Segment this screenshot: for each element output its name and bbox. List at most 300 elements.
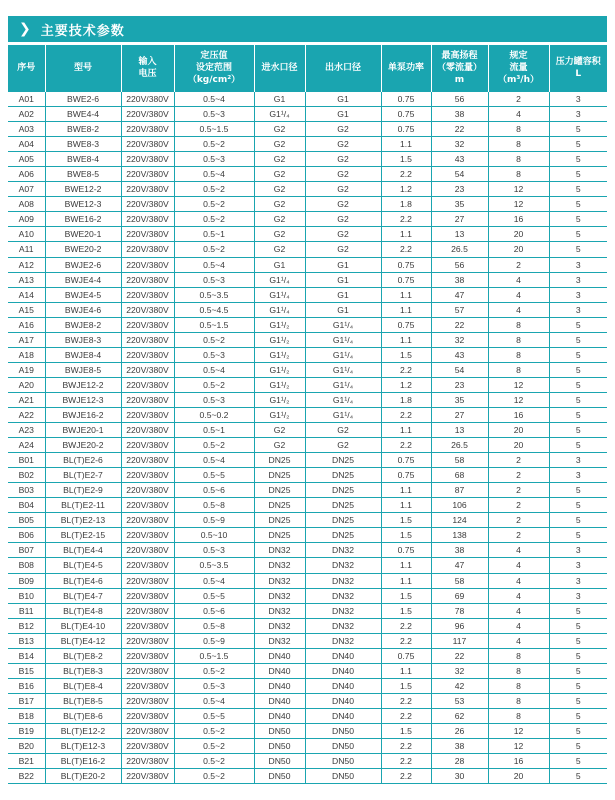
cell-tank-volume: 5: [549, 648, 607, 663]
table-row: [8, 407, 607, 422]
cell-outlet: DN40: [305, 663, 381, 678]
cell-flow: 8: [488, 167, 549, 182]
cell-flow: 8: [488, 347, 549, 362]
cell-outlet: G2: [305, 227, 381, 242]
cell-index: A13: [8, 272, 45, 287]
cell-outlet: DN25: [305, 483, 381, 498]
cell-index: B16: [8, 678, 45, 693]
cell-flow: 8: [488, 152, 549, 167]
cell-power: 1.5: [381, 347, 431, 362]
cell-model: BWJE20-2: [45, 438, 121, 453]
cell-tank-volume: 5: [549, 754, 607, 769]
cell-power: 1.2: [381, 377, 431, 392]
cell-pressure-range: 0.5~3: [174, 152, 254, 167]
cell-tank-volume: 3: [549, 558, 607, 573]
cell-tank-volume: 5: [549, 407, 607, 422]
table-row: [8, 648, 607, 663]
cell-pressure-range: 0.5~8: [174, 618, 254, 633]
cell-outlet: DN40: [305, 678, 381, 693]
cell-power: 1.1: [381, 483, 431, 498]
header-col-outlet: [305, 45, 381, 92]
cell-max-head: 22: [431, 122, 488, 137]
cell-flow: 2: [488, 483, 549, 498]
cell-max-head: 58: [431, 573, 488, 588]
cell-power: 2.2: [381, 407, 431, 422]
table-row: [8, 392, 607, 407]
cell-index: B10: [8, 588, 45, 603]
cell-tank-volume: 3: [549, 543, 607, 558]
table-row: [8, 663, 607, 678]
table-header: [8, 45, 607, 92]
cell-power: 1.5: [381, 513, 431, 528]
cell-flow: 8: [488, 362, 549, 377]
cell-inlet: G2: [254, 438, 305, 453]
table-row: [8, 332, 607, 347]
cell-model: BL(T)E4-5: [45, 558, 121, 573]
cell-inlet: G1: [254, 92, 305, 107]
table-row: [8, 362, 607, 377]
cell-outlet: G2: [305, 152, 381, 167]
cell-max-head: 56: [431, 92, 488, 107]
cell-model: BL(T)E8-6: [45, 708, 121, 723]
cell-voltage: 220V/380V: [121, 167, 174, 182]
header-line: （零流量）: [436, 63, 482, 73]
cell-model: BWJE20-1: [45, 423, 121, 438]
cell-model: BWJE8-2: [45, 317, 121, 332]
table-row: [8, 167, 607, 182]
cell-voltage: 220V/380V: [121, 483, 174, 498]
cell-max-head: 138: [431, 528, 488, 543]
cell-inlet: DN50: [254, 754, 305, 769]
cell-outlet: G2: [305, 242, 381, 257]
cell-max-head: 32: [431, 137, 488, 152]
cell-index: B11: [8, 603, 45, 618]
cell-max-head: 35: [431, 197, 488, 212]
table-row: [8, 438, 607, 453]
cell-flow: 20: [488, 227, 549, 242]
cell-max-head: 32: [431, 332, 488, 347]
cell-voltage: 220V/380V: [121, 543, 174, 558]
table-row: [8, 633, 607, 648]
cell-outlet: DN32: [305, 618, 381, 633]
cell-tank-volume: 5: [549, 663, 607, 678]
header-line: 设定范围: [195, 63, 232, 73]
table-row: [8, 257, 607, 272]
table-row: [8, 588, 607, 603]
cell-max-head: 124: [431, 513, 488, 528]
cell-inlet: G1¹/₂: [254, 332, 305, 347]
cell-max-head: 38: [431, 272, 488, 287]
cell-voltage: 220V/380V: [121, 152, 174, 167]
cell-inlet: DN32: [254, 558, 305, 573]
cell-index: A23: [8, 423, 45, 438]
cell-tank-volume: 5: [549, 317, 607, 332]
cell-outlet: G1: [305, 107, 381, 122]
cell-model: BL(T)E2-7: [45, 468, 121, 483]
cell-tank-volume: 3: [549, 257, 607, 272]
cell-voltage: 220V/380V: [121, 392, 174, 407]
cell-model: BL(T)E2-15: [45, 528, 121, 543]
cell-power: 1.5: [381, 723, 431, 738]
cell-max-head: 22: [431, 317, 488, 332]
cell-tank-volume: 5: [549, 603, 607, 618]
cell-model: BWJE4-5: [45, 287, 121, 302]
cell-flow: 20: [488, 242, 549, 257]
cell-inlet: G2: [254, 152, 305, 167]
cell-outlet: G2: [305, 137, 381, 152]
cell-voltage: 220V/380V: [121, 272, 174, 287]
table-row: [8, 708, 607, 723]
cell-flow: 12: [488, 197, 549, 212]
cell-voltage: 220V/380V: [121, 528, 174, 543]
cell-inlet: G2: [254, 137, 305, 152]
cell-flow: 4: [488, 588, 549, 603]
cell-inlet: G2: [254, 122, 305, 137]
cell-outlet: G1: [305, 287, 381, 302]
cell-outlet: DN50: [305, 739, 381, 754]
cell-model: BL(T)E4-10: [45, 618, 121, 633]
cell-pressure-range: 0.5~2: [174, 212, 254, 227]
cell-power: 0.75: [381, 272, 431, 287]
cell-max-head: 27: [431, 407, 488, 422]
cell-inlet: DN32: [254, 543, 305, 558]
header-col-voltage: [121, 45, 174, 92]
cell-voltage: 220V/380V: [121, 678, 174, 693]
cell-pressure-range: 0.5~5: [174, 468, 254, 483]
cell-tank-volume: 5: [549, 197, 607, 212]
cell-power: 2.2: [381, 618, 431, 633]
cell-model: BL(T)E4-7: [45, 588, 121, 603]
cell-inlet: G1¹/₄: [254, 272, 305, 287]
cell-max-head: 43: [431, 152, 488, 167]
cell-tank-volume: 5: [549, 483, 607, 498]
cell-inlet: DN32: [254, 618, 305, 633]
cell-pressure-range: 0.5~4: [174, 167, 254, 182]
header-col-tank-volume: [549, 45, 607, 92]
cell-power: 2.2: [381, 754, 431, 769]
cell-index: A09: [8, 212, 45, 227]
cell-index: A16: [8, 317, 45, 332]
header-line: （m³/h）: [497, 75, 539, 85]
cell-index: A03: [8, 122, 45, 137]
cell-flow: 12: [488, 739, 549, 754]
spec-table: [8, 45, 607, 784]
cell-power: 2.2: [381, 362, 431, 377]
cell-pressure-range: 0.5~2: [174, 769, 254, 784]
cell-inlet: G1¹/₂: [254, 407, 305, 422]
cell-tank-volume: 3: [549, 468, 607, 483]
cell-index: A21: [8, 392, 45, 407]
cell-flow: 8: [488, 678, 549, 693]
cell-model: BL(T)E4-4: [45, 543, 121, 558]
cell-tank-volume: 5: [549, 392, 607, 407]
cell-outlet: G1¹/₄: [305, 377, 381, 392]
table-row: [8, 513, 607, 528]
cell-index: B01: [8, 453, 45, 468]
cell-voltage: 220V/380V: [121, 739, 174, 754]
cell-pressure-range: 0.5~4: [174, 453, 254, 468]
cell-voltage: 220V/380V: [121, 332, 174, 347]
cell-max-head: 54: [431, 362, 488, 377]
section-banner: [8, 16, 607, 42]
cell-tank-volume: 5: [549, 739, 607, 754]
cell-outlet: DN32: [305, 588, 381, 603]
cell-inlet: G1¹/₂: [254, 362, 305, 377]
cell-flow: 8: [488, 693, 549, 708]
cell-inlet: DN25: [254, 453, 305, 468]
cell-tank-volume: 5: [549, 528, 607, 543]
cell-inlet: G1¹/₂: [254, 317, 305, 332]
cell-outlet: G1¹/₄: [305, 332, 381, 347]
cell-voltage: 220V/380V: [121, 122, 174, 137]
cell-model: BWE8-3: [45, 137, 121, 152]
cell-inlet: G1¹/₂: [254, 347, 305, 362]
header-line: m: [454, 75, 465, 85]
cell-model: BWJE4-6: [45, 302, 121, 317]
cell-inlet: DN25: [254, 468, 305, 483]
cell-model: BWE4-4: [45, 107, 121, 122]
cell-model: BWJE2-6: [45, 257, 121, 272]
cell-flow: 4: [488, 558, 549, 573]
cell-max-head: 38: [431, 739, 488, 754]
cell-outlet: G1¹/₄: [305, 407, 381, 422]
cell-outlet: G2: [305, 122, 381, 137]
table-row: [8, 227, 607, 242]
cell-flow: 8: [488, 648, 549, 663]
cell-tank-volume: 5: [549, 227, 607, 242]
cell-flow: 2: [488, 257, 549, 272]
cell-power: 0.75: [381, 92, 431, 107]
cell-max-head: 38: [431, 543, 488, 558]
cell-inlet: G1¹/₄: [254, 302, 305, 317]
cell-max-head: 57: [431, 302, 488, 317]
cell-voltage: 220V/380V: [121, 302, 174, 317]
cell-pressure-range: 0.5~2: [174, 739, 254, 754]
cell-voltage: 220V/380V: [121, 347, 174, 362]
cell-outlet: G2: [305, 197, 381, 212]
cell-pressure-range: 0.5~1.5: [174, 317, 254, 332]
cell-flow: 4: [488, 618, 549, 633]
cell-voltage: 220V/380V: [121, 407, 174, 422]
header-line: 型号: [73, 63, 92, 73]
table-row: [8, 92, 607, 107]
cell-model: BL(T)E2-11: [45, 498, 121, 513]
cell-flow: 12: [488, 723, 549, 738]
cell-outlet: G2: [305, 438, 381, 453]
cell-inlet: DN25: [254, 513, 305, 528]
cell-flow: 20: [488, 423, 549, 438]
cell-max-head: 30: [431, 769, 488, 784]
cell-voltage: 220V/380V: [121, 212, 174, 227]
cell-index: A02: [8, 107, 45, 122]
cell-tank-volume: 3: [549, 302, 607, 317]
header-line: 单泵功率: [387, 63, 424, 73]
cell-voltage: 220V/380V: [121, 648, 174, 663]
cell-inlet: DN50: [254, 723, 305, 738]
cell-inlet: G2: [254, 197, 305, 212]
cell-inlet: G2: [254, 212, 305, 227]
cell-outlet: G1: [305, 92, 381, 107]
cell-outlet: DN50: [305, 754, 381, 769]
cell-max-head: 62: [431, 708, 488, 723]
cell-index: A05: [8, 152, 45, 167]
cell-power: 1.1: [381, 498, 431, 513]
table-row: [8, 212, 607, 227]
table-row: [8, 347, 607, 362]
cell-model: BWJE16-2: [45, 407, 121, 422]
cell-max-head: 69: [431, 588, 488, 603]
cell-power: 1.2: [381, 182, 431, 197]
cell-pressure-range: 0.5~10: [174, 528, 254, 543]
cell-tank-volume: 5: [549, 693, 607, 708]
cell-pressure-range: 0.5~2: [174, 332, 254, 347]
cell-power: 0.75: [381, 648, 431, 663]
table-row: [8, 769, 607, 784]
cell-index: B12: [8, 618, 45, 633]
cell-pressure-range: 0.5~3.5: [174, 558, 254, 573]
cell-power: 2.2: [381, 708, 431, 723]
cell-inlet: G2: [254, 182, 305, 197]
cell-model: BL(T)E12-3: [45, 739, 121, 754]
cell-power: 1.1: [381, 573, 431, 588]
cell-max-head: 23: [431, 182, 488, 197]
cell-pressure-range: 0.5~0.2: [174, 407, 254, 422]
cell-pressure-range: 0.5~3.5: [174, 287, 254, 302]
table-row: [8, 107, 607, 122]
cell-max-head: 54: [431, 167, 488, 182]
cell-power: 0.75: [381, 107, 431, 122]
header-line: 规定: [509, 51, 528, 61]
header-line: L: [575, 69, 582, 79]
table-body: [8, 92, 607, 784]
cell-max-head: 47: [431, 287, 488, 302]
cell-power: 1.5: [381, 678, 431, 693]
cell-flow: 2: [488, 513, 549, 528]
header-col-power: [381, 45, 431, 92]
table-row: [8, 122, 607, 137]
cell-max-head: 26: [431, 723, 488, 738]
cell-model: BWE8-4: [45, 152, 121, 167]
cell-tank-volume: 5: [549, 242, 607, 257]
chevron-right-icon: ❯: [19, 21, 31, 37]
cell-power: 1.8: [381, 197, 431, 212]
table-row: [8, 182, 607, 197]
cell-inlet: DN40: [254, 678, 305, 693]
cell-pressure-range: 0.5~1.5: [174, 648, 254, 663]
cell-pressure-range: 0.5~5: [174, 708, 254, 723]
header-line: 序号: [17, 63, 36, 73]
cell-inlet: G1: [254, 257, 305, 272]
table-row: [8, 603, 607, 618]
table-row: [8, 723, 607, 738]
table-row: [8, 483, 607, 498]
cell-tank-volume: 5: [549, 423, 607, 438]
cell-index: B02: [8, 468, 45, 483]
cell-outlet: G2: [305, 182, 381, 197]
cell-voltage: 220V/380V: [121, 287, 174, 302]
cell-inlet: G2: [254, 227, 305, 242]
cell-outlet: DN50: [305, 723, 381, 738]
cell-index: B19: [8, 723, 45, 738]
cell-power: 1.5: [381, 603, 431, 618]
cell-pressure-range: 0.5~4.5: [174, 302, 254, 317]
cell-pressure-range: 0.5~1.5: [174, 122, 254, 137]
cell-outlet: DN25: [305, 513, 381, 528]
cell-max-head: 68: [431, 468, 488, 483]
cell-outlet: G1: [305, 272, 381, 287]
cell-outlet: DN25: [305, 498, 381, 513]
cell-flow: 2: [488, 528, 549, 543]
cell-max-head: 26.5: [431, 242, 488, 257]
cell-power: 2.2: [381, 438, 431, 453]
cell-index: A01: [8, 92, 45, 107]
cell-outlet: G1¹/₄: [305, 362, 381, 377]
cell-voltage: 220V/380V: [121, 558, 174, 573]
cell-inlet: DN32: [254, 588, 305, 603]
cell-inlet: G1¹/₄: [254, 107, 305, 122]
cell-power: 1.1: [381, 332, 431, 347]
header-line: 定压值: [200, 51, 228, 61]
cell-voltage: 220V/380V: [121, 513, 174, 528]
cell-max-head: 106: [431, 498, 488, 513]
cell-outlet: DN25: [305, 468, 381, 483]
cell-max-head: 27: [431, 212, 488, 227]
cell-tank-volume: 3: [549, 107, 607, 122]
table-row: [8, 287, 607, 302]
cell-inlet: DN25: [254, 528, 305, 543]
cell-voltage: 220V/380V: [121, 438, 174, 453]
cell-voltage: 220V/380V: [121, 603, 174, 618]
cell-power: 1.5: [381, 588, 431, 603]
cell-index: B20: [8, 739, 45, 754]
cell-max-head: 58: [431, 453, 488, 468]
cell-flow: 20: [488, 438, 549, 453]
cell-index: A06: [8, 167, 45, 182]
cell-model: BL(T)E8-5: [45, 693, 121, 708]
cell-outlet: G2: [305, 167, 381, 182]
cell-tank-volume: 5: [549, 513, 607, 528]
cell-pressure-range: 0.5~6: [174, 603, 254, 618]
cell-index: A15: [8, 302, 45, 317]
table-row: [8, 739, 607, 754]
cell-index: A04: [8, 137, 45, 152]
cell-inlet: G1¹/₂: [254, 377, 305, 392]
cell-inlet: DN40: [254, 708, 305, 723]
cell-pressure-range: 0.5~1: [174, 227, 254, 242]
cell-flow: 8: [488, 332, 549, 347]
cell-voltage: 220V/380V: [121, 242, 174, 257]
cell-tank-volume: 3: [549, 588, 607, 603]
cell-max-head: 117: [431, 633, 488, 648]
table-row: [8, 543, 607, 558]
cell-flow: 4: [488, 633, 549, 648]
cell-index: B15: [8, 663, 45, 678]
cell-outlet: DN40: [305, 708, 381, 723]
cell-voltage: 220V/380V: [121, 723, 174, 738]
cell-inlet: DN32: [254, 573, 305, 588]
cell-index: A20: [8, 377, 45, 392]
cell-tank-volume: 5: [549, 137, 607, 152]
cell-tank-volume: 5: [549, 769, 607, 784]
cell-max-head: 13: [431, 423, 488, 438]
cell-pressure-range: 0.5~3: [174, 392, 254, 407]
table-row: [8, 558, 607, 573]
table-row: [8, 302, 607, 317]
cell-model: BWJE8-5: [45, 362, 121, 377]
cell-max-head: 32: [431, 663, 488, 678]
cell-power: 2.2: [381, 212, 431, 227]
cell-pressure-range: 0.5~2: [174, 723, 254, 738]
